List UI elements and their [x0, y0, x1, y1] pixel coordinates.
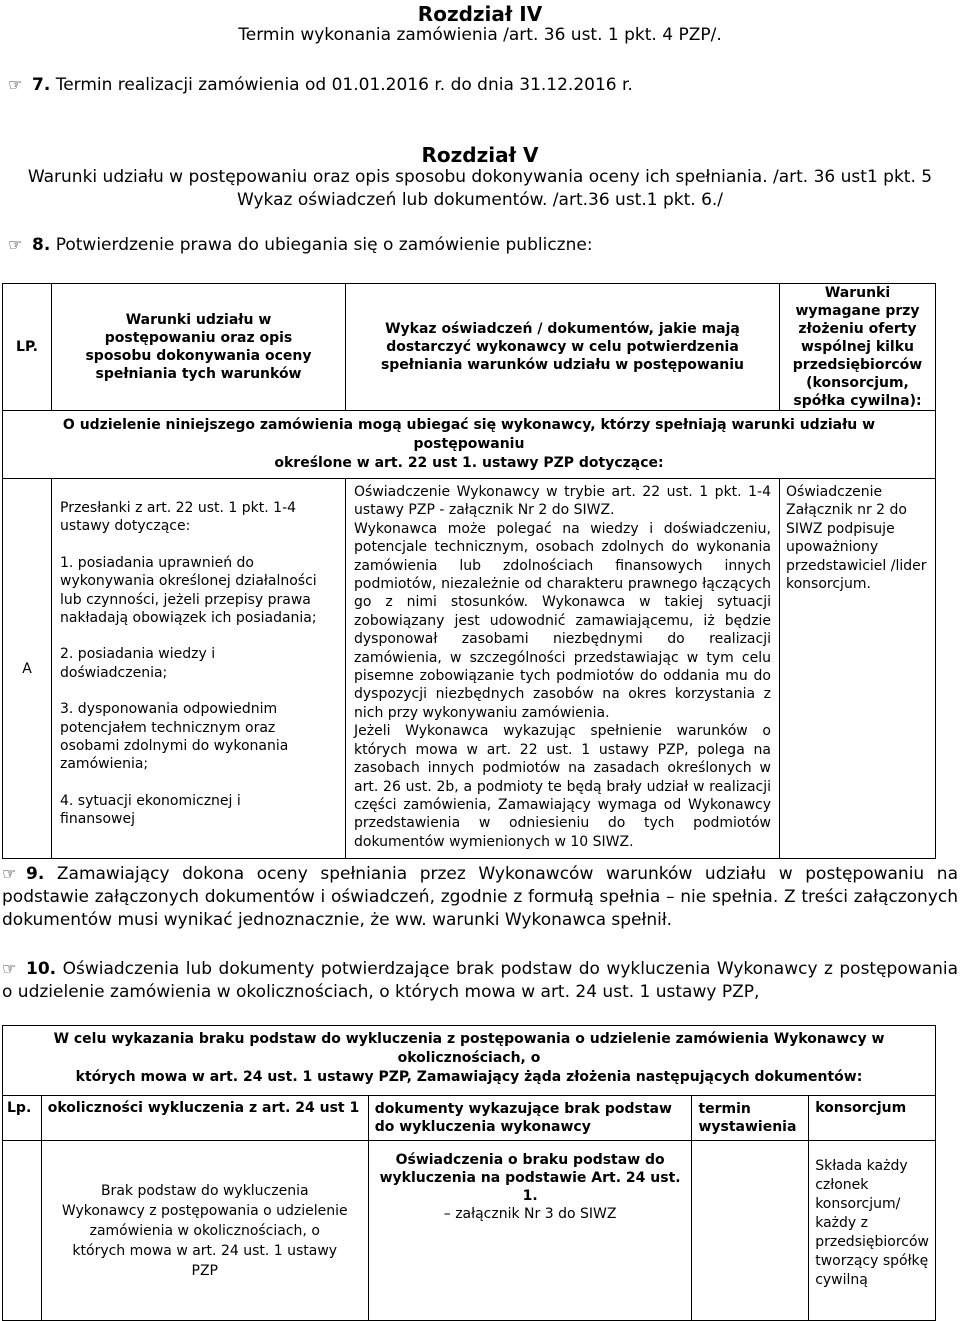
header-lp: LP.: [3, 284, 52, 411]
section-7-number: 7.: [32, 75, 51, 95]
documents-intro: Oświadczenie Wykonawcy w trybie art. 22 ust. 1 pkt. 1-4 ustawy PZP - załącznik Nr 2 do SIWZ.: [354, 484, 771, 519]
t2-header-circumstances: okoliczności wykluczenia z art. 24 ust 1: [41, 1096, 368, 1141]
section-7: [8, 75, 633, 95]
exclusion-table: [2, 1025, 936, 1321]
t2-doc-attachment: – załącznik Nr 3 do SIWZ: [443, 1206, 617, 1222]
header-documents: Wykaz oświadczeń / dokumentów, jakie mają dostarczyć wykonawcy w celu potwierdzenia spełniania warunków udziału w postępowaniu: [346, 284, 780, 411]
conditions-table: [2, 283, 936, 859]
chapter-5-line1: Warunki udziału w postępowaniu oraz opis sposobu dokonywania oceny ich spełniania. /art. 36 ust1 pkt. 5: [27, 167, 933, 187]
exclusion-title-line2: których mowa w art. 24 ust. 1 ustawy PZP, Zamawiający żąda złożenia następujących dokumentów:: [75, 1069, 863, 1085]
row-a-lp: A: [3, 479, 52, 859]
pointer-hand-icon: ☞: [8, 75, 23, 94]
t2-doc-title: Oświadczenia o braku podstaw do wykluczenia na podstawie Art. 24 ust. 1.: [379, 1152, 681, 1204]
condition-item-1: 1. posiadania uprawnień do wykonywania określonej działalności lub czynności, jeżeli przepisy prawa nakładają obowiązek ich posiadania;: [60, 554, 317, 627]
header-consortium: Warunki wymagane przy złożeniu oferty wspólnej kilku przedsiębiorców (konsorcjum, spółka cywilna):: [780, 284, 936, 411]
conditions-intro: Przesłanki z art. 22 ust. 1 pkt. 1-4 ustawy dotyczące:: [60, 500, 297, 535]
t2-row-circumstance: Brak podstaw do wykluczenia Wykonawcy z postępowania o udzielenie zamówienia w okolicznościach, o których mowa w art. 24 ust. 1 ustawy PZP: [41, 1141, 368, 1321]
t2-row-lp: [3, 1141, 42, 1321]
section-9-number: 9.: [26, 864, 45, 884]
header-conditions: Warunki udziału w postępowaniu oraz opis sposobu dokonywania oceny spełniania tych warunków: [52, 284, 346, 411]
documents-body-2: Jeżeli Wykonawca wykazując spełnienie warunków o których mowa w art. 22 ust. 1 ustawy PZP, polega na zasobach innych podmiotów na zasadach określonych w art. 26 ust. 2b, a podmioty te będą brały udział w realizacji części zamówienia, Zamawiający wymaga od Wykonawcy przedstawienia w odniesieniu do tych podmiotów dokumentów wymienionych w 10 SIWZ.: [354, 723, 771, 850]
pointer-hand-icon: ☞: [8, 235, 23, 254]
chapter-5-title: Rozdział V: [421, 143, 539, 167]
exclusion-title-line1: W celu wykazania braku podstaw do wykluczenia z postępowania o udzielenie zamówienia Wykonawcy w okolicznościach, o: [53, 1031, 885, 1066]
section-7-text: Termin realizacji zamówienia od 01.01.2016 r. do dnia 31.12.2016 r.: [55, 75, 633, 95]
t2-header-documents: dokumenty wykazujące brak podstaw do wykluczenia wykonawcy: [368, 1096, 692, 1141]
t2-row-issue-date: [692, 1141, 809, 1321]
pointer-hand-icon: ☞: [2, 864, 17, 883]
row-a-consortium: Oświadczenie Załącznik nr 2 do SIWZ podpisuje upoważniony przedstawiciel /lider konsorcjum.: [780, 479, 936, 859]
documents-body: Wykonawca może polegać na wiedzy i doświadczeniu, potencjale technicznym, osobach zdolnych do wykonania zamówienia lub zdolnościach finansowych innych podmiotów, niezależnie od charakteru prawnego łączących go z nimi stosunków. Wykonawca w takiej sytuacji zobowiązany jest udowodnić zamawiającemu, iż będzie dysponował zasobami niezbędnymi do realizacji zamówienia, w szczególności przedstawiając w tym celu pisemne zobowiązanie tych podmiotów do oddania mu do dyspozycji niezbędnych zasobów na okres korzystania z nich przy wykonywaniu zamówienia.: [354, 520, 771, 721]
t2-row-documents: [368, 1141, 692, 1321]
condition-item-3: 3. dysponowania odpowiednim potencjałem technicznym oraz osobami zdolnymi do wykonania zamówienia;: [60, 701, 289, 773]
t2-header-issue-date: termin wystawienia: [692, 1096, 809, 1141]
span-row-line1: O udzielenie niniejszego zamówienia mogą ubiegać się wykonawcy, którzy spełniają warunki udziału w postępowaniu: [62, 417, 876, 452]
section-8-text: Potwierdzenie prawa do ubiegania się o zamówienie publiczne:: [55, 235, 593, 255]
t2-header-consortium: konsorcjum: [809, 1096, 936, 1141]
section-10-number: 10.: [26, 959, 57, 979]
condition-item-2: 2. posiadania wiedzy i doświadczenia;: [60, 646, 216, 681]
pointer-hand-icon: ☞: [2, 959, 17, 978]
exclusion-table-title: [3, 1026, 936, 1096]
span-row-line2: określone w art. 22 ust 1. ustawy PZP dotyczące:: [274, 455, 664, 471]
t2-header-lp: Lp.: [3, 1096, 42, 1141]
section-9: [2, 862, 958, 932]
section-10: [2, 957, 958, 1004]
conditions-span-row: [3, 411, 936, 479]
row-a-conditions: [52, 479, 346, 859]
section-10-text: Oświadczenia lub dokumenty potwierdzające brak podstaw do wykluczenia Wykonawcy z postępowania o udzielenie zamówienia w okolicznościach, o których mowa w art. 24 ust. 1 ustawy PZP,: [2, 959, 958, 1002]
section-9-text: Zamawiający dokona oceny spełniania przez Wykonawców warunków udziału w postępowaniu na podstawie załączonych dokumentów i oświadczeń, zgodnie z formułą spełnia – nie spełnia. Z treści załączonych dokumentów musi wynikać jednoznacznie, że ww. warunki Wykonawca spełnił.: [2, 864, 958, 930]
row-a-documents: [346, 479, 780, 859]
chapter-4-subtitle: Termin wykonania zamówienia /art. 36 ust. 1 pkt. 4 PZP/.: [238, 25, 722, 45]
section-8-number: 8.: [32, 235, 51, 255]
t2-row-consortium: Składa każdy członek konsorcjum/ każdy z przedsiębiorców tworzący spółkę cywilną: [809, 1141, 936, 1321]
section-8: [8, 235, 593, 255]
condition-item-4: 4. sytuacji ekonomicznej i finansowej: [60, 792, 241, 828]
chapter-4-title: Rozdział IV: [417, 2, 543, 26]
chapter-5-line2: Wykaz oświadczeń lub dokumentów. /art.36 ust.1 pkt. 6./: [236, 190, 724, 210]
